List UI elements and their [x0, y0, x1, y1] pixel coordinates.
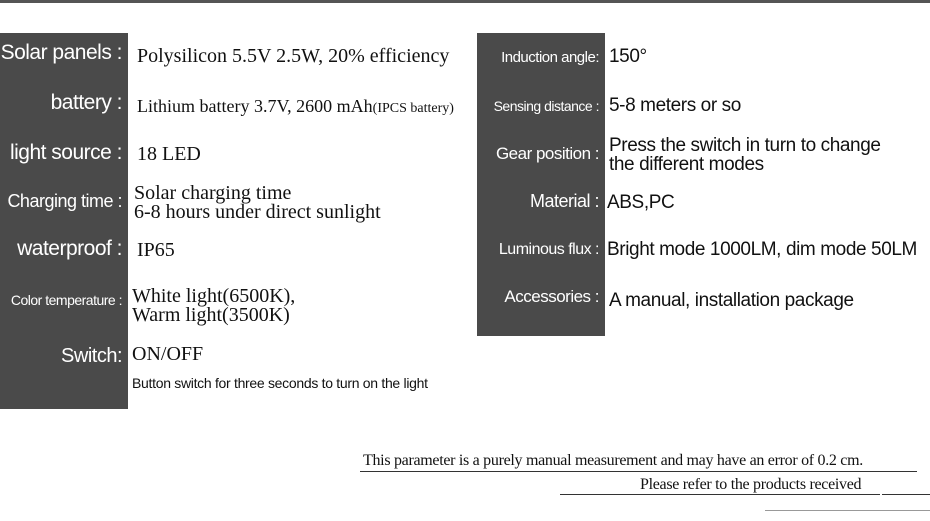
refer-products-note: Please refer to the products received: [640, 476, 862, 493]
label-battery: battery :: [50, 91, 122, 114]
measurement-note: This parameter is a purely manual measurement and may have an error of 0.2 cm.: [363, 452, 863, 469]
label-material: Material :: [529, 191, 599, 211]
label-color-temperature: Color temperature :: [10, 292, 122, 308]
value-material: ABS,PC: [607, 192, 675, 213]
value-battery-main: Lithium battery 3.7V, 2600 mAh: [137, 96, 373, 116]
label-gear-position: Gear position :: [495, 144, 599, 163]
left-label-column: [0, 33, 128, 409]
label-light-source: light source :: [9, 141, 122, 164]
value-light-source: 18 LED: [137, 143, 201, 165]
label-accessories: Accessories :: [504, 287, 599, 306]
value-charging-time-line1: Solar charging time: [134, 182, 292, 204]
value-luminous-flux: Bright mode 1000LM, dim mode 50LM: [607, 239, 917, 260]
value-battery: [137, 97, 454, 118]
label-induction-angle: Induction angle:: [501, 49, 599, 66]
value-sensing-distance: 5-8 meters or so: [609, 95, 741, 116]
label-charging-time: Charging time :: [7, 191, 122, 211]
value-switch: ON/OFF: [132, 343, 204, 365]
refer-products-underline-tail: [882, 494, 930, 495]
refer-products-underline: [560, 494, 880, 495]
value-gear-position-line1: Press the switch in turn to change: [609, 135, 881, 156]
value-induction-angle: 150°: [609, 46, 647, 67]
value-accessories: A manual, installation package: [609, 290, 854, 311]
right-label-column: [477, 33, 605, 336]
top-divider: [0, 0, 930, 3]
label-sensing-distance: Sensing distance :: [493, 98, 599, 114]
bottom-faint-line: [765, 510, 930, 511]
value-charging-time-line2: 6-8 hours under direct sunlight: [134, 201, 381, 223]
value-solar-panels: Polysilicon 5.5V 2.5W, 20% efficiency: [137, 45, 450, 67]
value-color-temperature-line1: White light(6500K),: [132, 285, 296, 307]
value-waterproof: IP65: [137, 239, 175, 261]
label-switch: Switch:: [61, 345, 122, 367]
label-solar-panels: Solar panels :: [0, 41, 122, 64]
label-waterproof: waterproof :: [17, 237, 122, 260]
value-switch-note: Button switch for three seconds to turn on the light: [132, 375, 428, 391]
value-battery-note: (IPCS battery): [372, 101, 454, 116]
value-color-temperature-line2: Warm light(3500K): [132, 304, 290, 326]
label-luminous-flux: Luminous flux :: [498, 241, 599, 258]
value-gear-position-line2: the different modes: [609, 154, 764, 175]
measurement-note-underline: [360, 471, 917, 472]
